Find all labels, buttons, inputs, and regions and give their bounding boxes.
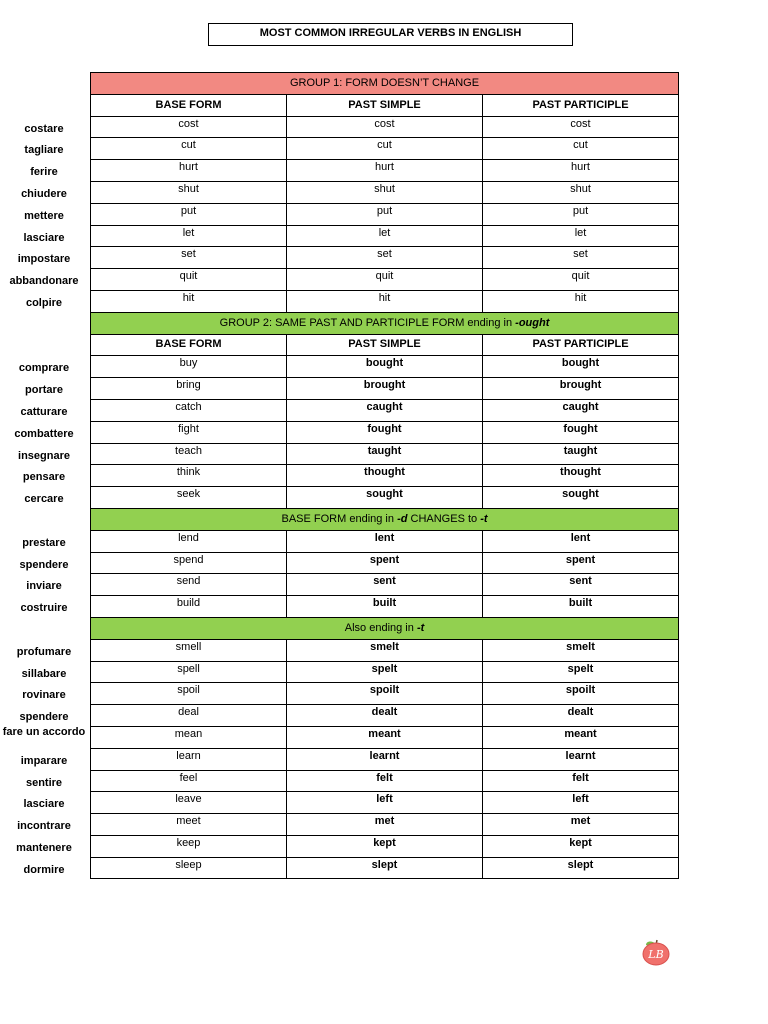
italian-label: insegnare (18, 449, 70, 462)
italian-label: lasciare (23, 798, 65, 811)
cell-base: quit (91, 269, 287, 291)
column-header-past-simple: PAST SIMPLE (287, 94, 483, 116)
cell-past-participle: smelt (483, 639, 679, 661)
table-row (91, 705, 679, 727)
cell-past-simple: quit (287, 269, 483, 291)
cell-past-participle: spoilt (483, 683, 679, 705)
cell-past-participle: quit (483, 269, 679, 291)
cell-past-simple: spent (287, 552, 483, 574)
italian-label: mantenere (16, 842, 72, 854)
italian-label: costruire (20, 602, 68, 615)
table-row (91, 748, 679, 770)
table-row (91, 530, 679, 552)
cell-past-simple: spelt (287, 661, 483, 683)
cell-past-simple: taught (287, 443, 483, 465)
table-row (91, 639, 679, 661)
italian-label: catturare (20, 406, 68, 418)
cell-base: send (91, 574, 287, 596)
cell-past-simple: meant (287, 726, 483, 748)
cell-past-simple: hurt (287, 160, 483, 182)
cell-base: deal (91, 705, 287, 727)
cell-past-simple: spoilt (287, 683, 483, 705)
verbs-table (90, 72, 679, 879)
table-row (91, 116, 679, 138)
italian-label: lasciare (23, 231, 65, 244)
cell-past-participle: thought (483, 465, 679, 487)
cell-base: buy (91, 356, 287, 378)
cell-past-participle: built (483, 596, 679, 618)
cell-past-participle: taught (483, 443, 679, 465)
cell-past-simple: left (287, 792, 483, 814)
cell-base: cut (91, 138, 287, 160)
cell-past-participle: spelt (483, 661, 679, 683)
table-row (91, 421, 679, 443)
italian-label: rovinare (22, 689, 66, 702)
cell-base: fight (91, 421, 287, 443)
table-row (91, 835, 679, 857)
cell-base: learn (91, 748, 287, 770)
italian-label: sentire (25, 776, 63, 789)
cell-past-simple: built (287, 596, 483, 618)
table-row (91, 552, 679, 574)
cell-past-simple: dealt (287, 705, 483, 727)
cell-past-simple: learnt (287, 748, 483, 770)
italian-label: comprare (18, 362, 70, 375)
cell-past-participle: let (483, 225, 679, 247)
italian-label: abbandonare (9, 275, 79, 288)
italian-label: mettere (24, 209, 64, 222)
italian-label: impostare (17, 253, 71, 266)
column-header-row (91, 94, 679, 116)
table-row (91, 160, 679, 182)
table-row (91, 290, 679, 312)
cell-past-participle: put (483, 203, 679, 225)
table-row (91, 770, 679, 792)
cell-past-simple: slept (287, 857, 483, 879)
cell-past-simple: bought (287, 356, 483, 378)
column-header-row (91, 334, 679, 356)
logo-text: LB (648, 948, 664, 961)
cell-base: spoil (91, 683, 287, 705)
table-row (91, 356, 679, 378)
cell-base: bring (91, 378, 287, 400)
banner-text: -d (397, 513, 408, 526)
cell-past-participle: set (483, 247, 679, 269)
cell-base: smell (91, 639, 287, 661)
banner-text: CHANGES to (407, 513, 481, 526)
cell-past-simple: hit (287, 290, 483, 312)
banner-text: Also ending in (344, 622, 417, 635)
table-row (91, 181, 679, 203)
cell-past-simple: sought (287, 487, 483, 509)
italian-label: ferire (30, 166, 58, 179)
cell-base: put (91, 203, 287, 225)
group1-banner-row (91, 73, 679, 95)
italian-label: costare (24, 122, 64, 135)
table-row (91, 269, 679, 291)
table-row (91, 792, 679, 814)
cell-past-simple: fought (287, 421, 483, 443)
cell-past-simple: put (287, 203, 483, 225)
table-row (91, 487, 679, 509)
table-row (91, 378, 679, 400)
table-row (91, 596, 679, 618)
italian-label: tagliare (24, 144, 64, 157)
cell-past-participle: bought (483, 356, 679, 378)
cell-base: catch (91, 399, 287, 421)
column-header-past-participle: PAST PARTICIPLE (483, 94, 679, 116)
group3-banner-row (91, 508, 679, 530)
cell-past-participle: dealt (483, 705, 679, 727)
group3-banner (91, 508, 679, 530)
banner-text: -t (480, 513, 488, 526)
table-row (91, 225, 679, 247)
cell-past-simple: smelt (287, 639, 483, 661)
group2-banner-row (91, 312, 679, 334)
cell-past-participle: met (483, 814, 679, 836)
cell-past-simple: caught (287, 399, 483, 421)
cell-past-simple: cut (287, 138, 483, 160)
cell-past-participle: brought (483, 378, 679, 400)
cell-past-simple: brought (287, 378, 483, 400)
cell-base: seek (91, 487, 287, 509)
cell-base: let (91, 225, 287, 247)
table-row (91, 574, 679, 596)
column-header-base: BASE FORM (91, 94, 287, 116)
cell-past-simple: thought (287, 465, 483, 487)
column-header-past-participle: PAST PARTICIPLE (483, 334, 679, 356)
cell-base: mean (91, 726, 287, 748)
cell-past-participle: sent (483, 574, 679, 596)
cell-past-simple: set (287, 247, 483, 269)
column-header-past-simple: PAST SIMPLE (287, 334, 483, 356)
table-row (91, 138, 679, 160)
italian-label: incontrare (17, 820, 71, 833)
cell-past-participle: spent (483, 552, 679, 574)
cell-past-simple: kept (287, 835, 483, 857)
cell-base: hurt (91, 160, 287, 182)
italian-label: profumare (16, 645, 72, 658)
cell-past-simple: cost (287, 116, 483, 138)
cell-base: feel (91, 770, 287, 792)
cell-past-participle: shut (483, 181, 679, 203)
table-row (91, 814, 679, 836)
cell-past-participle: meant (483, 726, 679, 748)
cell-past-participle: learnt (483, 748, 679, 770)
cell-base: cost (91, 116, 287, 138)
cell-past-simple: met (287, 814, 483, 836)
italian-label: spendere (19, 711, 69, 724)
cell-past-participle: fought (483, 421, 679, 443)
table-row (91, 203, 679, 225)
cell-past-participle: hurt (483, 160, 679, 182)
cell-base: spend (91, 552, 287, 574)
banner-text: -ought (515, 317, 550, 330)
cell-base: shut (91, 181, 287, 203)
cell-base: teach (91, 443, 287, 465)
table-row (91, 726, 679, 748)
cell-base: keep (91, 835, 287, 857)
group1-banner (91, 73, 679, 95)
group4-banner-row (91, 617, 679, 639)
cell-base: spell (91, 661, 287, 683)
italian-label: portare (25, 384, 63, 397)
column-header-base: BASE FORM (91, 334, 287, 356)
group4-banner (91, 617, 679, 639)
cell-past-simple: felt (287, 770, 483, 792)
cell-past-participle: kept (483, 835, 679, 857)
cell-past-participle: left (483, 792, 679, 814)
italian-label: spendere (19, 558, 69, 571)
cell-past-simple: lent (287, 530, 483, 552)
cell-past-participle: slept (483, 857, 679, 879)
italian-label: inviare (26, 580, 62, 593)
banner-text: -t (416, 622, 425, 635)
cell-past-participle: cut (483, 138, 679, 160)
table-row (91, 661, 679, 683)
italian-label: dormire (23, 863, 65, 876)
cell-base: meet (91, 814, 287, 836)
table-row (91, 247, 679, 269)
table-row (91, 399, 679, 421)
italian-label: combattere (14, 427, 74, 440)
cell-past-participle: hit (483, 290, 679, 312)
page-title: MOST COMMON IRREGULAR VERBS IN ENGLISH (208, 23, 573, 46)
cell-past-participle: felt (483, 770, 679, 792)
cell-past-simple: let (287, 225, 483, 247)
italian-label: chiudere (21, 188, 67, 200)
group2-banner (91, 312, 679, 334)
cell-past-participle: caught (483, 399, 679, 421)
cell-past-participle: cost (483, 116, 679, 138)
italian-label: pensare (22, 471, 66, 484)
cell-past-simple: sent (287, 574, 483, 596)
banner-text: BASE FORM ending in (281, 513, 398, 526)
cell-past-participle: sought (483, 487, 679, 509)
cell-past-participle: lent (483, 530, 679, 552)
cell-base: think (91, 465, 287, 487)
table-row (91, 443, 679, 465)
table-row (91, 465, 679, 487)
italian-label: fare un accordo (2, 726, 86, 738)
cell-base: set (91, 247, 287, 269)
table-row (91, 857, 679, 879)
banner-text: GROUP 2: SAME PAST AND PARTICIPLE FORM ending in (219, 317, 516, 330)
cell-base: leave (91, 792, 287, 814)
cell-past-simple: shut (287, 181, 483, 203)
cell-base: hit (91, 290, 287, 312)
apple-logo-icon (640, 937, 672, 967)
table-row (91, 683, 679, 705)
italian-label: colpire (25, 297, 63, 309)
cell-base: build (91, 596, 287, 618)
banner-text: GROUP 1: FORM DOESN’T CHANGE (289, 77, 480, 90)
italian-label: prestare (22, 536, 66, 549)
italian-label: sillabare (21, 667, 67, 680)
italian-label: cercare (24, 493, 64, 506)
italian-label: imparare (20, 754, 68, 767)
cell-base: lend (91, 530, 287, 552)
cell-base: sleep (91, 857, 287, 879)
